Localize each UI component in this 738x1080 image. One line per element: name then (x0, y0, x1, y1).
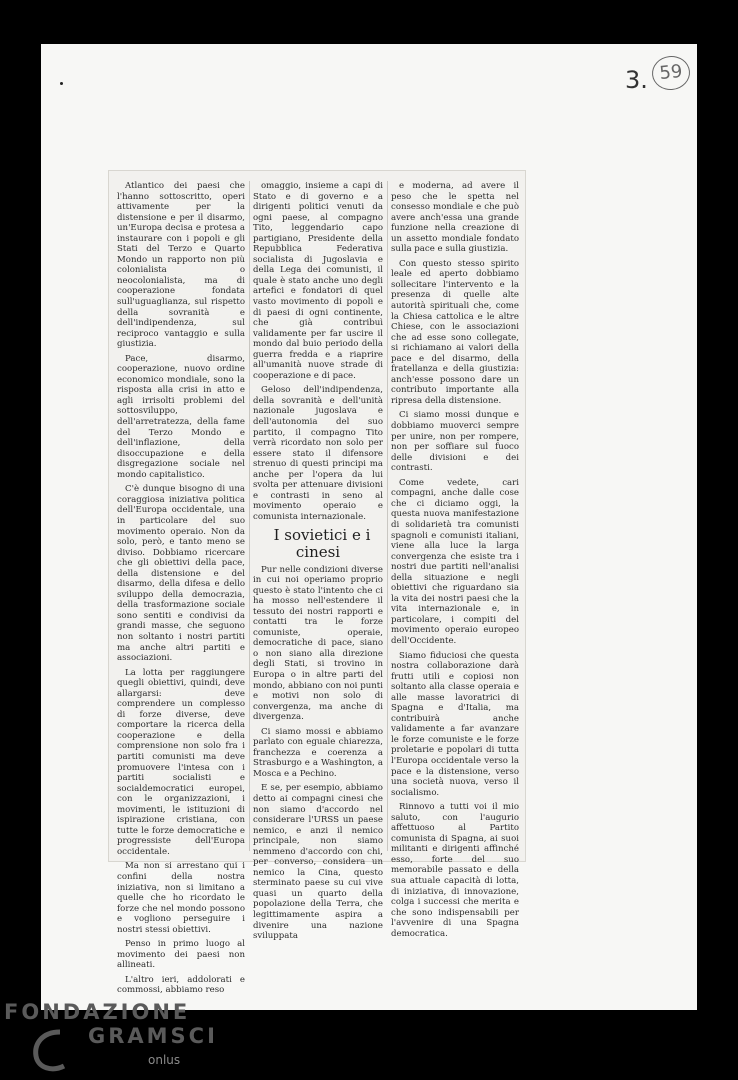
paragraph: Pur nelle condizioni diverse in cui noi operiamo proprio questo è stato l'intento che ci ha mosso nell'estendere il tessuto dei nostri rapporti e contatti tra le forze comuniste, operaie, democratiche di pace, siano o non siano alla direzione degli Stati, si trovino in Europa o in altre parti del mondo, abbiano con noi punti e motivi non solo di convergenza, ma anche di divergenza. (253, 564, 383, 723)
paragraph: Penso in primo luogo al movimento dei paesi non allineati. (117, 939, 245, 971)
article-column-2 (253, 181, 383, 942)
paragraph: Come vedete, cari compagni, anche dalle cose che ci diciamo oggi, la questa nuova manifestazione di solidarietà tra comunisti spagnoli e comunisti italiani, viene alla luce la larga convergenza che esiste tra i nostri due partiti nell'analisi della situazione e negli obiettivi che riguardano sia la vita dei nostri paesi che la vita internazionale e, in particolare, i compiti del movimento operaio europeo dell'Occidente. (391, 477, 519, 646)
page-number: 3. (625, 66, 648, 94)
paragraph: Ma non si arrestano qui i confini della nostra iniziativa, non si limitano a quelle che ho ricordato le forze che nel mondo possono e vogliono perseguire i nostri stessi obiettivi. (117, 861, 245, 935)
paragraph: Pace, disarmo, cooperazione, nuovo ordine economico mondiale, sono la risposta alla crisi in atto e agli irrisolti problemi del sottosviluppo, dell'arretratezza, della fame del Terzo Mondo e dell'inflazione, della disoccupazione e della disgregazione sociale nel mondo capitalistico. (117, 353, 245, 480)
paragraph: Atlantico dei paesi che l'hanno sottoscritto, operi attivamente per la distensione e per il disarmo, un'Europa decisa e protesa a instaurare con i popoli e gli Stati del Terzo e Quarto Mondo un rapporto non più colonialista o neocolonialista, ma di cooperazione fondata sull'uguaglianza, sul rispetto della sovranità e dell'indipendenza, sul reciproco vantaggio e sulla giustizia. (117, 181, 245, 350)
paragraph: Rinnovo a tutti voi il mio saluto, con l'augurio affettuoso al Partito comunista di Spagna, ai suoi militanti e dirigenti affinché esso, forte del suo memorabile passato e della sua attuale capacità di lotta, di iniziativa, di innovazione, colga i successi che merita e che sono indispensabili per l'avvenire di una Spagna democratica. (391, 802, 519, 939)
paragraph: E se, per esempio, abbiamo detto ai compagni cinesi che non siamo d'accordo nel considerare l'URSS un paese nemico, e anzi il nemico principale, non siamo nemmeno d'accordo con chi, per converso, considera un nemico la Cina, questo sterminato paese su cui vive quasi un quarto della popolazione della Terra, che legittimamente aspira a divenire una nazione sviluppata (253, 783, 383, 942)
paragraph: e moderna, ad avere il peso che le spetta nel consesso mondiale e che può avere anch'essa una grande funzione nella creazione di un assetto mondiale fondato sulla pace e sulla giustizia. (391, 181, 519, 255)
paragraph: Ci siamo mossi e abbiamo parlato con eguale chiarezza, franchezza e coerenza a Strasburgo e a Washington, a Mosca e a Pechino. (253, 726, 383, 779)
article-column-1 (117, 181, 245, 996)
watermark-logo-line1: FONDAZIONE (4, 1000, 191, 1024)
paragraph: La lotta per raggiungere quegli obiettivi, quindi, deve allargarsi: deve comprendere un complesso di forze diverse, deve comportare la ricerca della cooperazione e della comprensione non solo fra i partiti comunisti ma deve promuovere l'intesa con i partiti socialisti e socialdemocratici europei, con le organizzazioni, i movimenti, le istituzioni di ispirazione cristiana, con tutte le forze democratiche e progressiste dell'Europa occidentale. (117, 667, 245, 857)
section-heading: I sovietici e i cinesi (273, 525, 371, 561)
watermark-logo-line2: GRAMSCI (88, 1024, 218, 1048)
paragraph: omaggio, insieme a capi di Stato e di governo e a dirigenti politici venuti da ogni paese, al compagno Tito, leggendario capo partigiano, Presidente della Repubblica Federativa socialista di Jugoslavia e della Lega dei comunisti, il quale è stato anche uno degli artefici e fondatori di quel vasto movimento di popoli e di paesi di ogni continente, che già contribuì validamente per far uscire il mondo dal buio periodo della guerra fredda e a riaprire all'umanità nuove strade di cooperazione e di pace. (253, 181, 383, 381)
paragraph: Con questo stesso spirito leale ed aperto dobbiamo sollecitare l'intervento e la presenza di quelle alte autorità spirituali che, come la Chiesa cattolica e le altre Chiese, con le associazioni che ad esse sono collegate, si richiamano ai valori della pace e del disarmo, della fratellanza e della giustizia: anch'esse possono dare un contributo importante alla ripresa della distensione. (391, 258, 519, 406)
paragraph: L'altro ieri, addolorati e commossi, abbiamo reso (117, 974, 245, 996)
column-rule (387, 181, 388, 851)
paragraph: Ci siamo mossi dunque e dobbiamo muoverci sempre per unire, non per rompere, non per soffiare sul fuoco delle divisioni e dei contrasti. (391, 410, 519, 474)
circled-page-number: 59 (650, 54, 691, 92)
newspaper-clipping (108, 170, 526, 996)
ink-dot (60, 82, 63, 85)
paragraph: C'è dunque bisogno di una coraggiosa iniziativa politica dell'Europa occidentale, una in particolare del suo movimento operaio. Non da solo, però, e tanto meno se diviso. Dobbiamo ricercare che gli obiettivi della pace, della distensione e del disarmo, della difesa e dello sviluppo della democrazia, della trasformazione sociale sono sentiti e condivisi da grandi masse, che seguono non soltanto i nostri partiti ma anche altri partiti e associazioni. (117, 484, 245, 664)
watermark-onlus: onlus (148, 1053, 181, 1067)
column-rule (249, 181, 250, 851)
paragraph: Siamo fiduciosi che questa nostra collaborazione darà frutti utili e copiosi non soltanto alla classe operaia e alle masse lavoratrici di Spagna e d'Italia, ma contribuirà anche validamente a far avanzare le forze comuniste e le forze proletarie e popolari di tutta l'Europa occidentale verso la pace e la distensione, verso una società nuova, verso il socialismo. (391, 650, 519, 798)
logo-swoosh-icon (30, 1026, 90, 1076)
article-column-3 (391, 181, 519, 939)
paragraph: Geloso dell'indipendenza, della sovranità e dell'unità nazionale jugoslava e dell'autonomia del suo partito, il compagno Tito verrà ricordato non solo per essere stato il difensore strenuo di questi principi ma anche per l'opera da lui svolta per attenuare divisioni e contrasti in seno al movimento operaio e comunista internazionale. (253, 385, 383, 522)
